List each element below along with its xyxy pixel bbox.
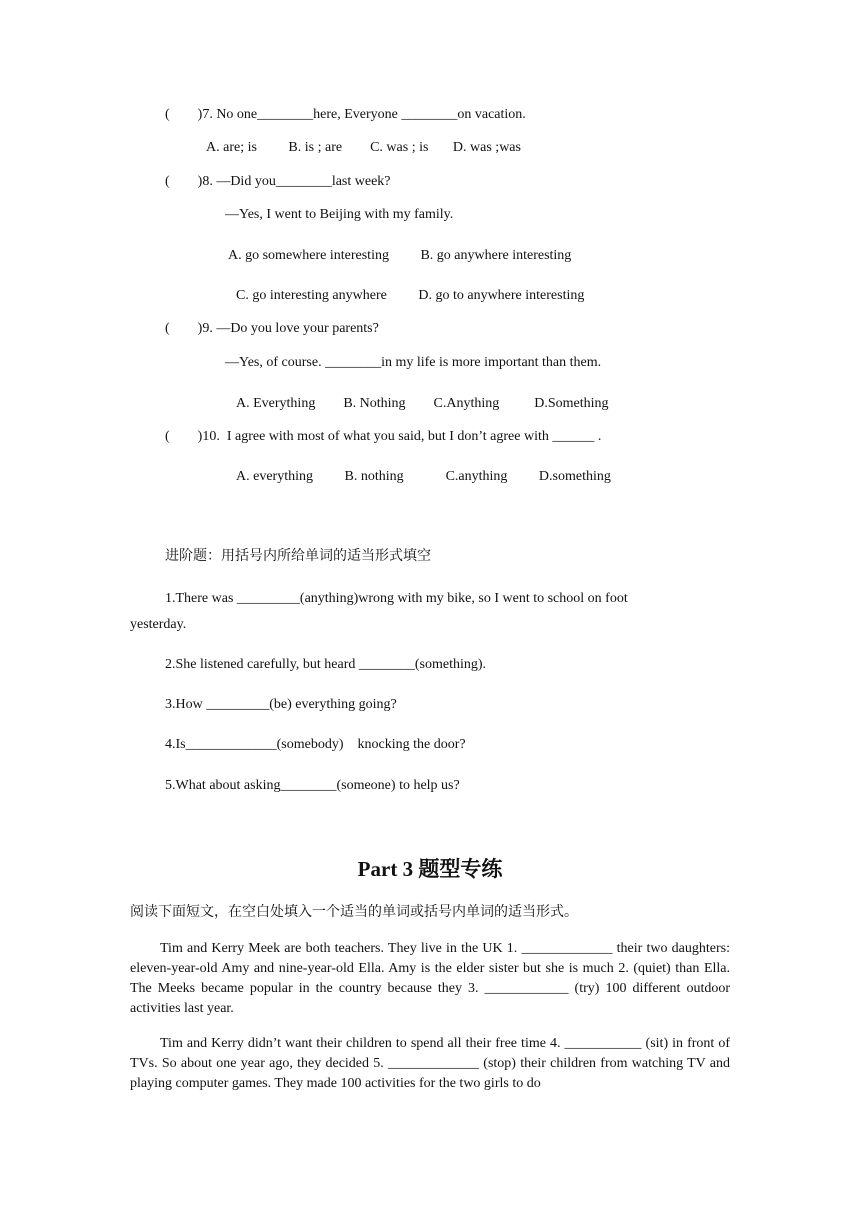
q8-reply: —Yes, I went to Beijing with my family. xyxy=(225,207,454,222)
advanced-item-1: 1.There was _________(anything)wrong with my bike, so I went to school on foot xyxy=(165,591,628,606)
advanced-item-1-cont: yesterday. xyxy=(130,617,187,632)
q10-stem: ( )10. I agree with most of what you said, but I don’t agree with ______ . xyxy=(165,429,602,444)
part3-title: Part 3 题型专练 xyxy=(357,857,503,881)
q8-stem: ( )8. —Did you________last week? xyxy=(165,174,391,189)
passage-paragraph-2 xyxy=(130,1034,730,1094)
advanced-item-2: 2.She listened carefully, but heard ________(something). xyxy=(165,657,487,672)
q9-reply: —Yes, of course. ________in my life is more important than them. xyxy=(225,355,602,370)
passage-paragraph-1-text: Tim and Kerry Meek are both teachers. They live in the UK 1. _____________ their two daughters: eleven-year-old Amy and nine-year-old Ella. Amy is the elder sister but she is much 2. (quiet) than Ella. The Meeks became popular in the country because they 3. ____________ (try) 100 different outdoor activities last year. xyxy=(130,941,730,1016)
passage-paragraph-1 xyxy=(130,939,730,1019)
q7-options: A. are; is B. is ; are C. was ; is D. was ;was xyxy=(206,140,521,155)
advanced-item-4: 4.Is_____________(somebody) knocking the door? xyxy=(165,737,466,752)
q9-options: A. Everything B. Nothing C.Anything D.Something xyxy=(236,396,609,411)
q7-stem: ( )7. No one________here, Everyone ________on vacation. xyxy=(165,107,526,122)
advanced-item-5: 5.What about asking________(someone) to help us? xyxy=(165,778,460,793)
q9-stem: ( )9. —Do you love your parents? xyxy=(165,321,379,336)
q10-options: A. everything B. nothing C.anything D.something xyxy=(236,469,611,484)
advanced-item-3: 3.How _________(be) everything going? xyxy=(165,697,397,712)
advanced-heading: 进阶题：用括号内所给单词的适当形式填空 xyxy=(165,549,431,564)
q8-options-row2: C. go interesting anywhere D. go to anywhere interesting xyxy=(236,288,585,303)
part3-instruction: 阅读下面短文，在空白处填入一个适当的单词或括号内单词的适当形式。 xyxy=(130,905,578,920)
passage-paragraph-2-text: Tim and Kerry didn’t want their children to spend all their free time 4. ___________ (sit) in front of TVs. So about one year ago, they decided 5. _____________ (stop) their children from watching TV and playing computer games. They made 100 activities for the two girls to do xyxy=(130,1036,730,1091)
q8-options-row1: A. go somewhere interesting B. go anywhere interesting xyxy=(228,248,572,263)
